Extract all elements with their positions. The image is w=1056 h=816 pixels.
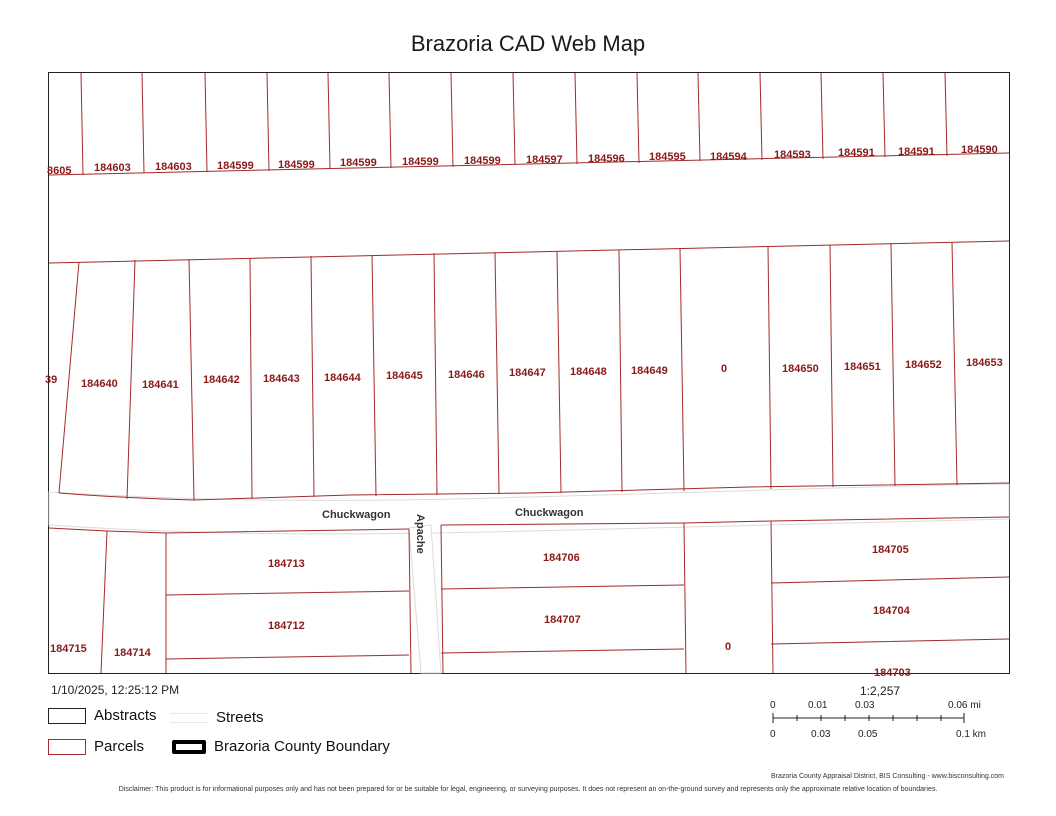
parcel-labels-middle — [45, 357, 1003, 391]
parcel-label: 184651 — [844, 361, 881, 373]
parcel-label: 184650 — [782, 363, 819, 375]
parcel-label: 184714 — [114, 647, 151, 659]
parcel-label: 184647 — [509, 367, 546, 379]
scale-mi-tick-label: 0.06 mi — [948, 700, 981, 711]
parcel-label: 184591 — [838, 147, 875, 159]
parcel-label: 184599 — [217, 160, 254, 172]
parcel-label: 184593 — [774, 149, 811, 161]
parcel-label: 184704 — [873, 605, 910, 617]
credit-text: Brazoria County Appraisal District, BIS Consulting - www.bisconsulting.com — [770, 773, 1004, 780]
parcel-label: 184597 — [526, 154, 563, 166]
scale-km-tick-label: 0.05 — [858, 729, 878, 740]
scale-km-tick-label: 0.1 km — [956, 729, 987, 740]
legend-streets — [170, 709, 264, 726]
parcel-label: 184707 — [544, 614, 581, 626]
parcel-label: 184703 — [874, 667, 911, 679]
parcel-edge-middle-top — [49, 241, 1009, 263]
parcel-label: 184599 — [464, 155, 501, 167]
legend-parcels — [48, 738, 144, 755]
scale-km-tick-label: 0.03 — [811, 729, 831, 740]
legend-label: Parcels — [94, 738, 145, 755]
parcel-label: 184596 — [588, 153, 625, 165]
streets-swatch — [170, 713, 208, 723]
parcel-label: 184653 — [966, 357, 1003, 369]
parcel-label: 184599 — [278, 159, 315, 171]
parcel-label: 184603 — [155, 161, 192, 173]
abstracts-swatch — [48, 708, 86, 724]
scale-mi-tick-label: 0 — [770, 700, 776, 711]
street-label-chuckwagon: Chuckwagon — [322, 509, 391, 521]
parcel-label: 184648 — [570, 366, 607, 378]
parcel-label: 8605 — [47, 165, 72, 177]
map-title: Brazoria CAD Web Map — [410, 31, 646, 56]
parcel-label: 0 — [725, 641, 732, 653]
scale-km-tick-label: 0 — [770, 729, 776, 740]
legend-label: Streets — [216, 709, 264, 726]
parcel-label: 184641 — [142, 379, 179, 391]
map-canvas[interactable] — [45, 73, 1009, 679]
parcel-label: 184644 — [324, 372, 361, 384]
parcel-label: 184706 — [543, 552, 580, 564]
parcel-label: 39 — [45, 374, 58, 386]
scale-ratio: 1:2,257 — [860, 684, 901, 698]
disclaimer-text: Disclaimer: This product is for informational purposes only and has not been prepared for or be suitable for legal, engineering, or surveying purposes. It does not represent an on-the-ground survey and represents only the approximate relative location of boundaries. — [118, 786, 938, 793]
parcels-swatch — [48, 739, 86, 755]
map-view[interactable] — [45, 72, 1010, 679]
parcel-label: 184642 — [203, 374, 240, 386]
scale-bar-lines — [773, 713, 964, 723]
parcel-label: 184595 — [649, 151, 686, 163]
parcel-label: 184715 — [50, 643, 87, 655]
legend-boundary — [172, 738, 390, 755]
scale-mi-tick-label: 0.03 — [855, 700, 875, 711]
street-label-chuckwagon: Chuckwagon — [515, 507, 584, 519]
parcel-label: 184599 — [402, 156, 439, 168]
street-label-apache: Apache — [414, 514, 426, 554]
legend-label: Abstracts — [94, 707, 157, 724]
parcel-label: 184713 — [268, 558, 305, 570]
parcel-label: 184646 — [448, 369, 485, 381]
parcel-label: 184649 — [631, 365, 668, 377]
legend-label: Brazoria County Boundary — [214, 738, 390, 755]
print-timestamp: 1/10/2025, 12:25:12 PM — [51, 683, 180, 697]
parcel-label: 184643 — [263, 373, 300, 385]
parcel-label: 184712 — [268, 620, 305, 632]
parcel-label: 184590 — [961, 144, 998, 156]
boundary-swatch — [172, 740, 206, 754]
parcel-label: 0 — [721, 363, 728, 375]
parcel-label: 184645 — [386, 370, 423, 382]
parcel-label: 184599 — [340, 157, 377, 169]
scale-mi-tick-label: 0.01 — [808, 700, 828, 711]
parcel-label: 184591 — [898, 146, 935, 158]
parcel-label: 184705 — [872, 544, 909, 556]
scale-bar — [760, 696, 1000, 744]
parcel-label: 184594 — [710, 151, 747, 163]
legend-abstracts — [48, 707, 157, 724]
parcel-label: 184603 — [94, 162, 131, 174]
parcel-labels-top — [47, 144, 998, 177]
parcel-label: 184640 — [81, 378, 118, 390]
parcel-label: 184652 — [905, 359, 942, 371]
